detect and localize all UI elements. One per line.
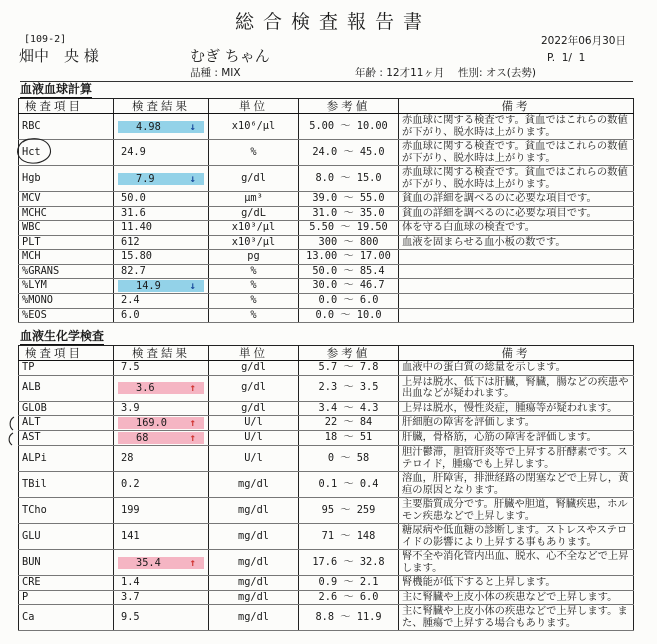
note-cell: 腎機能が低下すると上昇します。 — [399, 576, 634, 591]
result-value: 28 — [121, 451, 134, 464]
column-header-item: 検査項目 — [19, 99, 114, 114]
unit-cell: mg/dl — [209, 576, 299, 591]
result-value: 9.5 — [121, 610, 140, 623]
column-header-note: 備考 — [399, 346, 634, 361]
reference-range-cell: 0.1 ～ 0.4 — [299, 472, 399, 498]
result-value: 3.9 — [121, 401, 140, 414]
section-title-biochemistry: 血液生化学検査 — [20, 329, 105, 343]
sex: 性別: オス(去勢) — [458, 67, 536, 79]
test-item-cell: MCHC — [19, 206, 114, 221]
result-value: 3.6 — [136, 382, 155, 394]
low-flag-highlight — [118, 280, 204, 292]
table-row — [19, 308, 634, 323]
reference-range-cell: 300 ～ 800 — [299, 235, 399, 250]
test-item-cell: AST — [19, 431, 114, 446]
arrow-up-icon: ↑ — [189, 556, 196, 569]
test-item-cell: GLOB — [19, 401, 114, 416]
table-header-row — [19, 346, 634, 361]
unit-cell: g/dl — [209, 401, 299, 416]
result-cell — [114, 206, 209, 221]
table-row — [19, 264, 634, 279]
note-cell — [399, 294, 634, 309]
biochemistry-table-body — [19, 361, 634, 631]
reference-range-cell: 2.3 ～ 3.5 — [299, 375, 399, 401]
test-item-cell: P — [19, 590, 114, 605]
reference-range-cell: 0.9 ～ 2.1 — [299, 576, 399, 591]
table-row — [19, 294, 634, 309]
table-row — [19, 416, 634, 431]
low-flag-highlight — [118, 173, 204, 185]
result-cell — [114, 279, 209, 294]
age: 年齢 : 12才11ヶ月 — [355, 67, 445, 79]
reference-range-cell: 17.6 ～ 32.8 — [299, 550, 399, 576]
column-header-reference: 参考値 — [299, 99, 399, 114]
result-value: 199 — [121, 503, 140, 516]
result-cell — [114, 140, 209, 166]
unit-cell: mg/dl — [209, 498, 299, 524]
arrow-down-icon: ↓ — [189, 172, 196, 185]
test-item-cell: ALPi — [19, 446, 114, 472]
result-cell — [114, 431, 209, 446]
result-cell — [114, 114, 209, 140]
test-item-cell: %MONO — [19, 294, 114, 309]
table-row — [19, 221, 634, 236]
result-value: 82.7 — [121, 264, 146, 277]
note-cell: 糖尿病や低血糖の診断します。ストレスやステロイドの影響により上昇する事もあります。 — [399, 524, 634, 550]
unit-cell: % — [209, 279, 299, 294]
reference-range-cell: 2.6 ～ 6.0 — [299, 590, 399, 605]
result-value: 68 — [136, 432, 149, 444]
note-cell: 赤血球に関する検査です。貧血ではこれらの数値が下がり、脱水時は上がります。 — [399, 114, 634, 140]
column-header-note: 備考 — [399, 99, 634, 114]
arrow-up-icon: ↑ — [189, 417, 196, 429]
test-item-cell: Ca — [19, 605, 114, 631]
table-row — [19, 375, 634, 401]
report-date: 2022年06月30日 — [541, 35, 626, 47]
result-cell — [114, 576, 209, 591]
result-cell — [114, 375, 209, 401]
report-title: 総合検査報告書 — [234, 11, 431, 33]
test-item-cell: ALB — [19, 375, 114, 401]
result-value: 15.80 — [121, 250, 152, 262]
note-cell: 主に腎臓や上皮小体の疾患などで上昇します。また、腫瘍で上昇する場合もあります。 — [399, 605, 634, 631]
test-item-cell: GLU — [19, 524, 114, 550]
low-flag-highlight — [118, 121, 204, 133]
result-value: 14.9 — [136, 280, 161, 292]
test-item-cell: MCH — [19, 250, 114, 265]
arrow-down-icon: ↓ — [189, 280, 196, 292]
result-cell — [114, 524, 209, 550]
unit-cell: x10³/μl — [209, 221, 299, 236]
result-cell — [114, 498, 209, 524]
table-row — [19, 590, 634, 605]
test-item-cell: MCV — [19, 192, 114, 207]
result-value: 35.4 — [136, 556, 161, 569]
column-header-unit: 単位 — [209, 346, 299, 361]
reference-range-cell: 24.0 ～ 45.0 — [299, 140, 399, 166]
note-cell: 赤血球に関する検査です。貧血ではこれらの数値が下がり、脱水時は上がります。 — [399, 166, 634, 192]
reference-range-cell: 22 ～ 84 — [299, 416, 399, 431]
unit-cell: U/l — [209, 416, 299, 431]
table-row — [19, 192, 634, 207]
unit-cell: % — [209, 140, 299, 166]
result-cell — [114, 590, 209, 605]
unit-cell: U/l — [209, 431, 299, 446]
result-value: 4.98 — [136, 120, 161, 133]
table-row — [19, 166, 634, 192]
test-item-cell: %GRANS — [19, 264, 114, 279]
reference-range-cell: 18 ～ 51 — [299, 431, 399, 446]
reference-range-cell: 8.0 ～ 15.0 — [299, 166, 399, 192]
pet-name: むぎ ちゃん — [190, 47, 270, 65]
handwritten-bracket-mark — [9, 433, 13, 445]
result-cell — [114, 192, 209, 207]
result-cell — [114, 221, 209, 236]
reference-range-cell: 5.7 ～ 7.8 — [299, 361, 399, 376]
unit-cell: mg/dl — [209, 524, 299, 550]
result-value: 141 — [121, 529, 140, 542]
unit-cell: g/dl — [209, 166, 299, 192]
handwritten-bracket-mark — [10, 417, 14, 430]
reference-range-cell: 39.0 ～ 55.0 — [299, 192, 399, 207]
result-cell — [114, 416, 209, 431]
column-header-result: 検査結果 — [114, 99, 209, 114]
test-item-cell: ALT — [19, 416, 114, 431]
result-value: 2.4 — [121, 294, 140, 306]
column-header-reference: 参考値 — [299, 346, 399, 361]
test-item-cell: RBC — [19, 114, 114, 140]
unit-cell: μm³ — [209, 192, 299, 207]
table-row — [19, 550, 634, 576]
unit-cell: U/l — [209, 446, 299, 472]
test-item-cell: Hgb — [19, 166, 114, 192]
note-cell: 上昇は脱水，慢性炎症，腫瘍等が疑われます。 — [399, 401, 634, 416]
note-cell — [399, 250, 634, 265]
record-number: [109-2] — [24, 34, 67, 45]
arrow-up-icon: ↑ — [189, 432, 196, 444]
table-row — [19, 140, 634, 166]
note-cell: 貧血の詳細を調べるのに必要な項目です。 — [399, 206, 634, 221]
test-item-cell: BUN — [19, 550, 114, 576]
reference-range-cell: 0.0 ～ 6.0 — [299, 294, 399, 309]
hematology-table — [18, 98, 634, 323]
note-cell: 腎不全や消化管内出血、脱水、心不全などで上昇します。 — [399, 550, 634, 576]
high-flag-highlight — [118, 432, 204, 444]
reference-range-cell: 8.8 ～ 11.9 — [299, 605, 399, 631]
result-cell — [114, 446, 209, 472]
unit-cell: g/dL — [209, 206, 299, 221]
result-cell — [114, 605, 209, 631]
test-item-cell: Hct — [19, 140, 114, 166]
table-row — [19, 431, 634, 446]
result-cell — [114, 166, 209, 192]
table-header-row — [19, 99, 634, 114]
owner-name: 畑中 央 様 — [19, 47, 99, 65]
reference-range-cell: 0.0 ～ 10.0 — [299, 308, 399, 323]
reference-range-cell: 95 ～ 259 — [299, 498, 399, 524]
note-cell: 上昇は脱水、低下は肝臓，腎臓，腸などの疾患や出血などが疑われます。 — [399, 375, 634, 401]
unit-cell: mg/dl — [209, 590, 299, 605]
result-cell — [114, 264, 209, 279]
result-cell — [114, 250, 209, 265]
result-value: 0.2 — [121, 477, 140, 490]
table-row — [19, 235, 634, 250]
note-cell: 胆汁鬱滞，胆管肝炎等で上昇する肝酵素です。ステロイド，腫瘍でも上昇します。 — [399, 446, 634, 472]
result-cell — [114, 361, 209, 376]
note-cell: 主要脂質成分です。肝臓や胆道，腎臓疾患，ホルモン疾患などで上昇します。 — [399, 498, 634, 524]
result-value: 6.0 — [121, 308, 140, 321]
reference-range-cell: 30.0 ～ 46.7 — [299, 279, 399, 294]
table-row — [19, 114, 634, 140]
biochemistry-table — [18, 345, 634, 631]
note-cell: 血液中の蛋白質の総量を示します。 — [399, 361, 634, 376]
note-cell: 主に腎臓や上皮小体の疾患などで上昇します。 — [399, 590, 634, 605]
unit-cell: g/dl — [209, 361, 299, 376]
table-row — [19, 250, 634, 265]
unit-cell: g/dl — [209, 375, 299, 401]
result-cell — [114, 294, 209, 309]
result-value: 50.0 — [121, 192, 146, 204]
test-item-cell: TBil — [19, 472, 114, 498]
table-row — [19, 605, 634, 631]
table-row — [19, 498, 634, 524]
test-item-cell: TP — [19, 361, 114, 376]
unit-cell: pg — [209, 250, 299, 265]
test-item-cell: TCho — [19, 498, 114, 524]
table-row — [19, 279, 634, 294]
note-cell — [399, 308, 634, 323]
result-value: 3.7 — [121, 590, 140, 603]
note-cell — [399, 279, 634, 294]
note-cell: 肝臓，骨格筋，心筋の障害を評価します。 — [399, 431, 634, 446]
result-value: 612 — [121, 235, 140, 248]
test-item-cell: PLT — [19, 235, 114, 250]
test-item-cell: %LYM — [19, 279, 114, 294]
column-header-result: 検査結果 — [114, 346, 209, 361]
reference-range-cell: 0 ～ 58 — [299, 446, 399, 472]
unit-cell: x10³/μl — [209, 235, 299, 250]
test-item-cell: WBC — [19, 221, 114, 236]
note-cell: 肝細胞の障害を評価します。 — [399, 416, 634, 431]
arrow-up-icon: ↑ — [189, 382, 196, 394]
table-row — [19, 361, 634, 376]
page-number: P. 1/ 1 — [547, 52, 586, 64]
unit-cell: % — [209, 308, 299, 323]
unit-cell: mg/dl — [209, 472, 299, 498]
table-row — [19, 472, 634, 498]
table-row — [19, 206, 634, 221]
high-flag-highlight — [118, 557, 204, 569]
high-flag-highlight — [118, 417, 204, 429]
note-cell: 体を守る白血球の検査です。 — [399, 221, 634, 236]
reference-range-cell: 31.0 ～ 35.0 — [299, 206, 399, 221]
result-cell — [114, 401, 209, 416]
table-row — [19, 401, 634, 416]
reference-range-cell: 71 ～ 148 — [299, 524, 399, 550]
section-title-hematology: 血液血球計算 — [20, 82, 93, 96]
result-cell — [114, 472, 209, 498]
table-row — [19, 524, 634, 550]
result-cell — [114, 235, 209, 250]
result-cell — [114, 550, 209, 576]
test-item-cell: CRE — [19, 576, 114, 591]
note-cell: 血液を固まらせる血小板の数です。 — [399, 235, 634, 250]
result-value: 169.0 — [136, 417, 167, 429]
result-value: 24.9 — [121, 145, 146, 158]
high-flag-highlight — [118, 382, 204, 394]
unit-cell: % — [209, 294, 299, 309]
arrow-down-icon: ↓ — [189, 120, 196, 133]
unit-cell: x10⁶/μl — [209, 114, 299, 140]
result-value: 7.5 — [121, 361, 140, 373]
unit-cell: mg/dl — [209, 550, 299, 576]
reference-range-cell: 13.00 ～ 17.00 — [299, 250, 399, 265]
result-value: 1.4 — [121, 576, 140, 588]
breed: 品種 : MIX — [190, 67, 241, 79]
note-cell: 赤血球に関する検査です。貧血ではこれらの数値が下がり、脱水時は上がります。 — [399, 140, 634, 166]
unit-cell: mg/dl — [209, 605, 299, 631]
reference-range-cell: 50.0 ～ 85.4 — [299, 264, 399, 279]
unit-cell: % — [209, 264, 299, 279]
header-divider — [20, 81, 633, 82]
table-row — [19, 446, 634, 472]
result-value: 11.40 — [121, 221, 152, 233]
column-header-unit: 単位 — [209, 99, 299, 114]
test-item-cell: %EOS — [19, 308, 114, 323]
result-value: 31.6 — [121, 206, 146, 219]
note-cell — [399, 264, 634, 279]
result-cell — [114, 308, 209, 323]
hematology-table-body — [19, 114, 634, 323]
column-header-item: 検査項目 — [19, 346, 114, 361]
result-value: 7.9 — [136, 172, 155, 185]
reference-range-cell: 3.4 ～ 4.3 — [299, 401, 399, 416]
reference-range-cell: 5.00 ～ 10.00 — [299, 114, 399, 140]
reference-range-cell: 5.50 ～ 19.50 — [299, 221, 399, 236]
table-row — [19, 576, 634, 591]
note-cell: 貧血の詳細を調べるのに必要な項目です。 — [399, 192, 634, 207]
note-cell: 溶血，肝障害，排泄経路の閉塞などで上昇し，黄疸の原因となります。 — [399, 472, 634, 498]
